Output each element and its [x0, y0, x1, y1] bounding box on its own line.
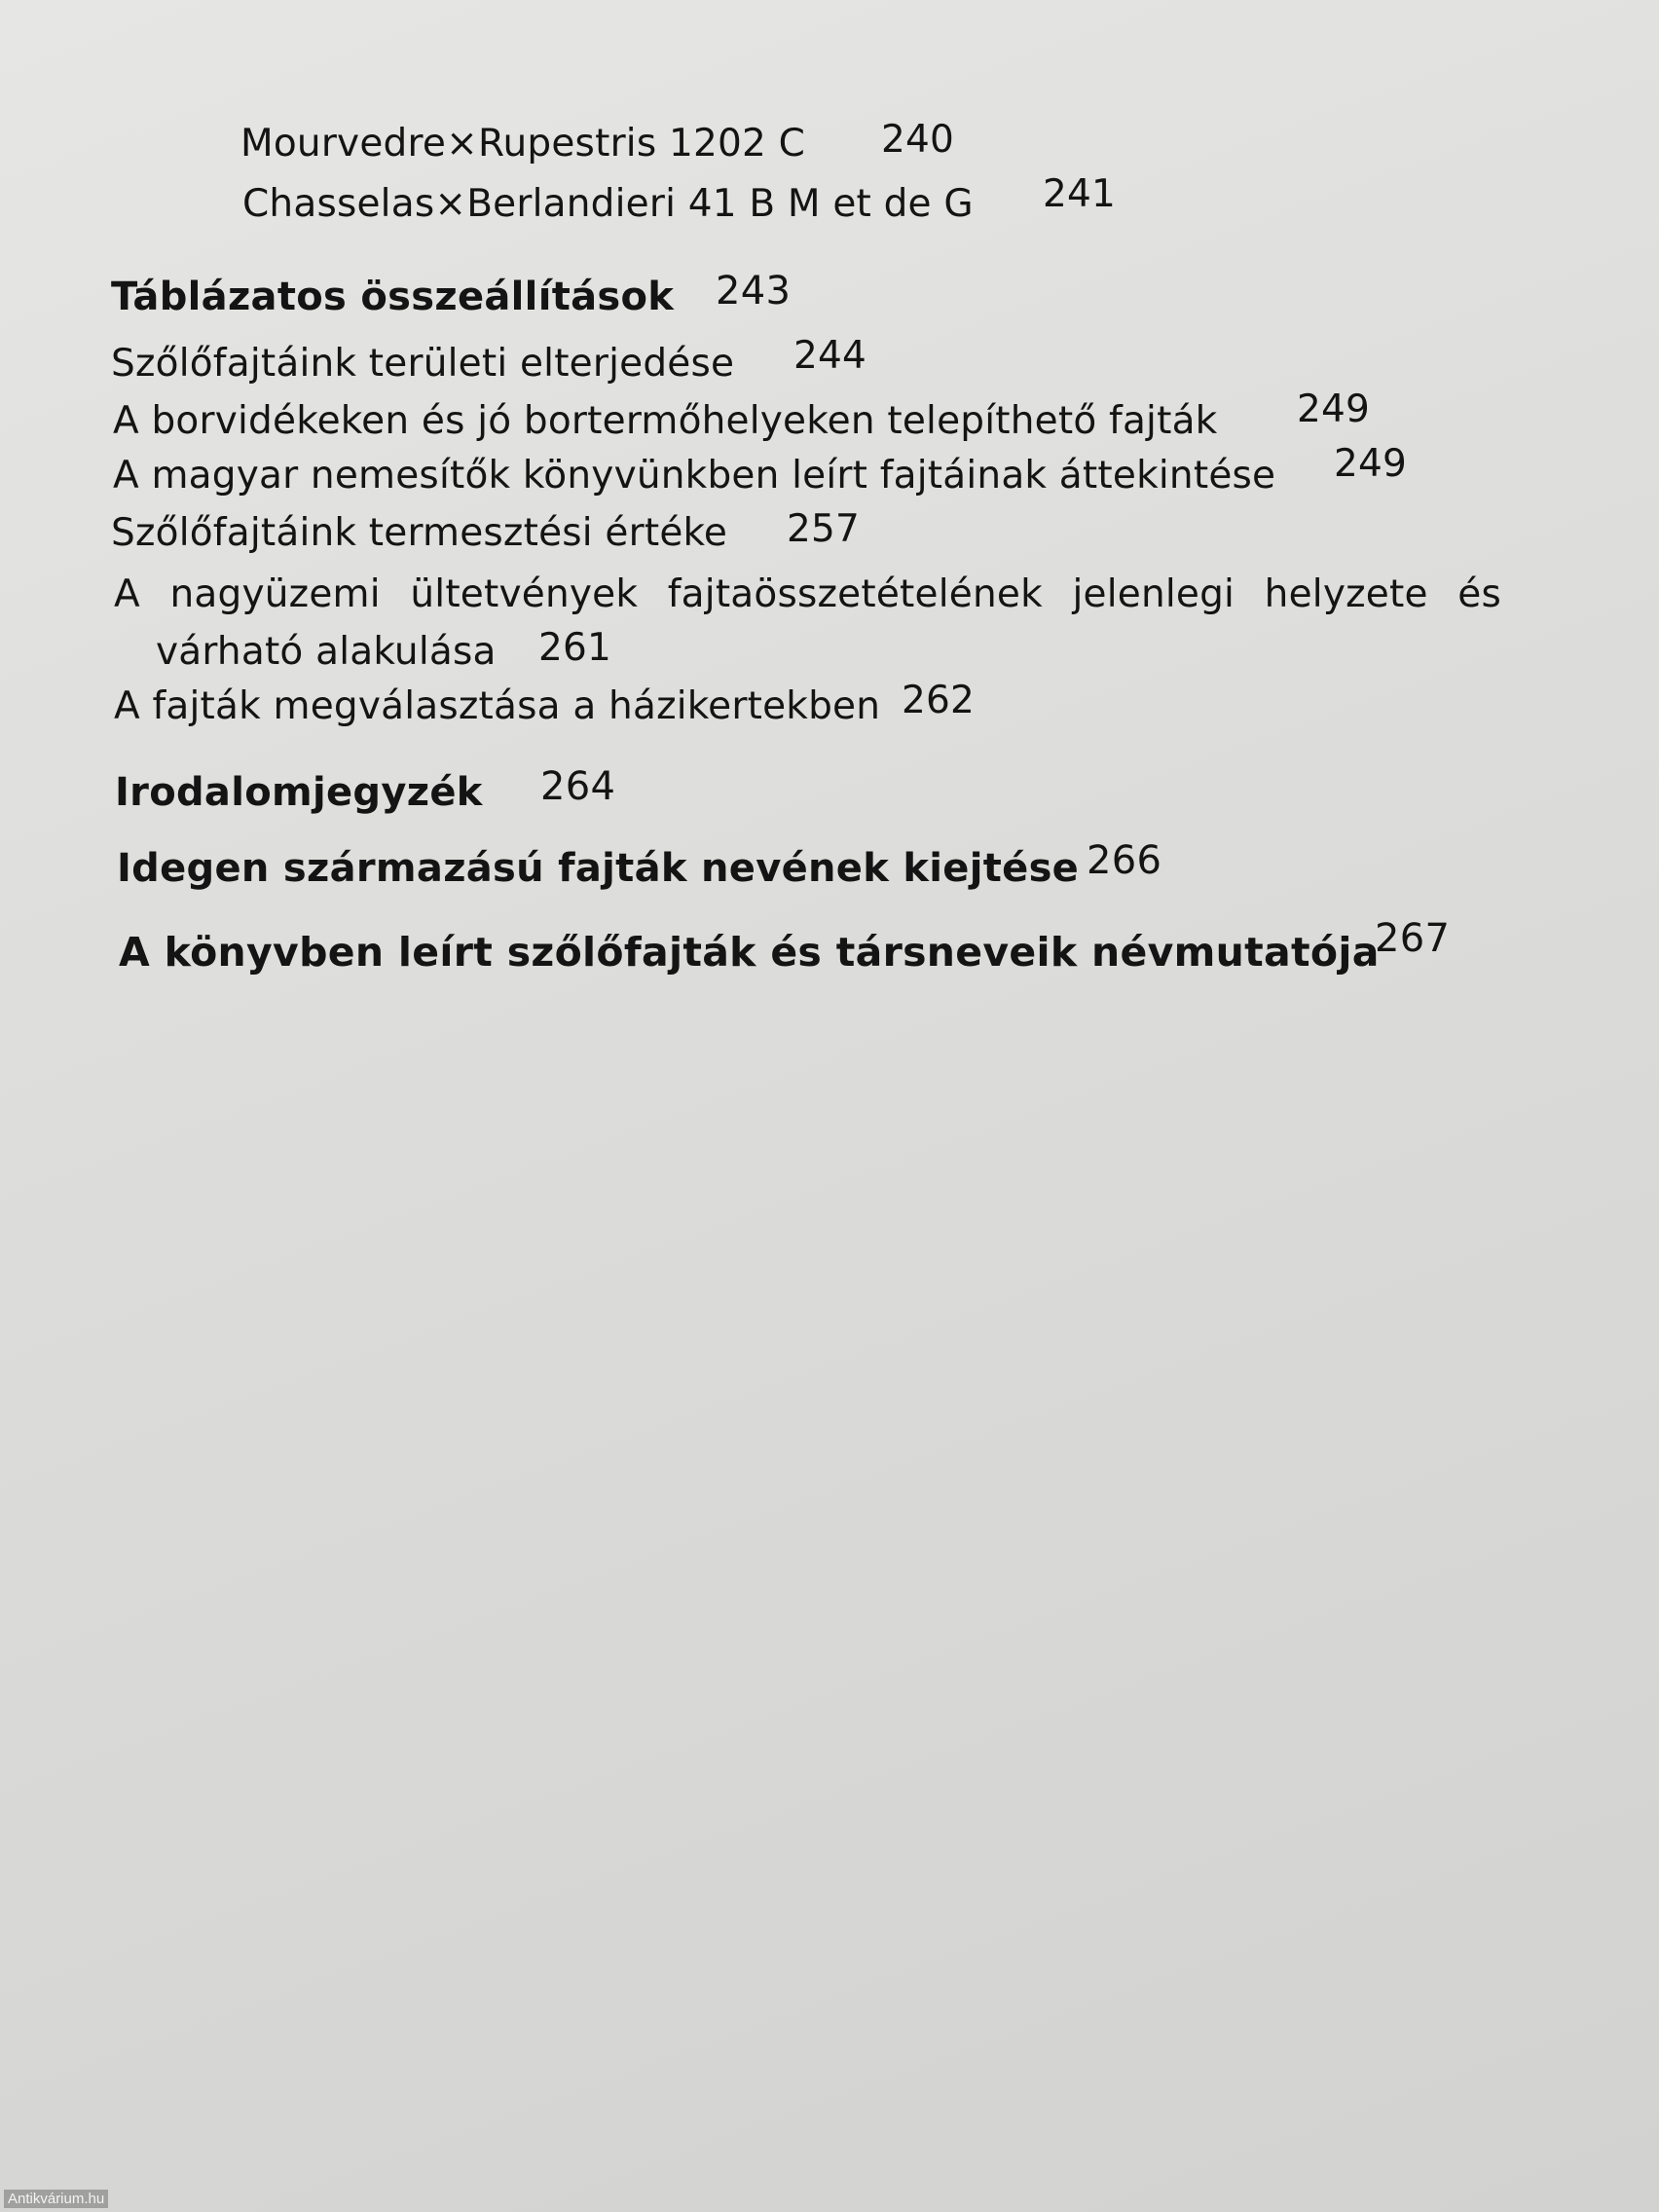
toc-entry-cross-1 — [240, 122, 806, 166]
toc-entry-label: A borvidékeken és jó bortermőhelyeken telepíthető fajták — [113, 399, 1218, 443]
toc-page-number: 241 — [1043, 172, 1117, 216]
toc-page-number: 266 — [1087, 838, 1162, 883]
toc-entry-label: Chasselas×Berlandieri 41 B M et de G — [242, 182, 974, 226]
toc-section-title-pronunciation: Idegen származású fajták nevének kiejtése — [117, 846, 1080, 891]
toc-entry-label: Szőlőfajtáink területi elterjedése — [111, 342, 735, 386]
toc-section-title-bibliography: Irodalomjegyzék — [115, 770, 483, 815]
toc-page-number: 264 — [540, 764, 616, 809]
toc-entry-label: A fajták megválasztása a házikertekben — [114, 684, 881, 728]
toc-entry-cross-2 — [242, 182, 974, 226]
toc-page-number: 243 — [716, 269, 792, 313]
toc-page-number: 257 — [787, 507, 861, 551]
toc-section-title-tables: Táblázatos összeállítások — [111, 275, 675, 319]
toc-entry-label: A nagyüzemi ültetvények fajtaösszetételének jelenlegi helyzete és — [114, 572, 1501, 616]
toc-entry-label: A magyar nemesítők könyvünkben leírt fajtáinak áttekintése — [113, 454, 1276, 498]
watermark: Antikvárium.hu — [4, 2190, 108, 2208]
toc-section-title-index: A könyvben leírt szőlőfajták és társneveik névmutatója — [119, 929, 1380, 976]
toc-page-number: 244 — [793, 334, 867, 378]
show-through-shadow — [458, 1013, 467, 1050]
toc-entry-label-continued: várható alakulása — [156, 630, 497, 674]
toc-page-number: 267 — [1375, 916, 1451, 961]
toc-page-number: 249 — [1334, 442, 1408, 486]
toc-page-number: 249 — [1297, 387, 1371, 431]
toc-entry-label: Szőlőfajtáink termesztési értéke — [111, 511, 728, 555]
toc-entry-label: Mourvedre×Rupestris 1202 C — [240, 122, 806, 166]
toc-page-number: 261 — [538, 626, 612, 670]
toc-page-number: 240 — [881, 118, 955, 162]
toc-page-number: 262 — [902, 679, 976, 722]
